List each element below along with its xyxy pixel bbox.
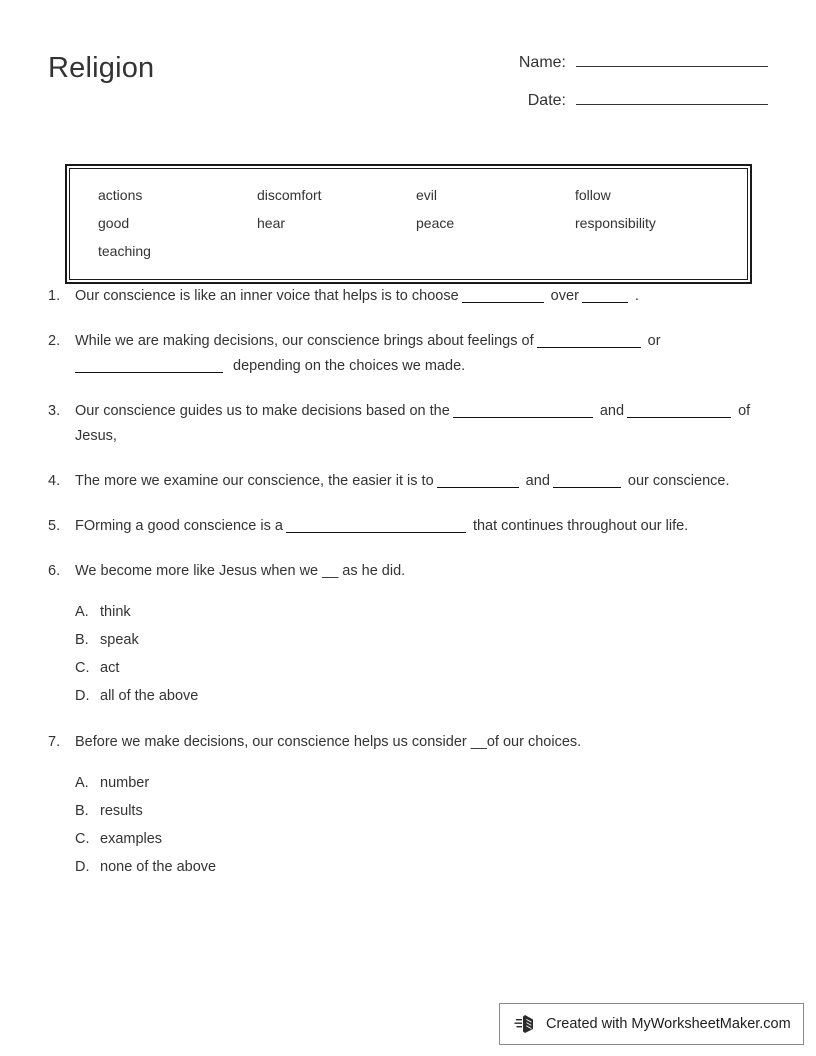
question-text-segment: Our conscience guides us to make decisions based on the bbox=[75, 403, 450, 419]
date-label: Date: bbox=[527, 92, 566, 109]
answer-blank[interactable] bbox=[437, 473, 519, 488]
student-fields bbox=[468, 50, 768, 126]
question-text bbox=[75, 329, 776, 354]
question-text bbox=[75, 399, 776, 449]
option-item[interactable] bbox=[75, 769, 776, 797]
question-text bbox=[75, 514, 776, 539]
name-label: Name: bbox=[518, 54, 566, 71]
question-item bbox=[0, 514, 816, 539]
option-label: examples bbox=[100, 831, 163, 847]
question-number: 3. bbox=[48, 403, 61, 419]
option-label: speak bbox=[100, 632, 139, 648]
option-item[interactable] bbox=[75, 682, 776, 710]
word-bank-word: follow bbox=[575, 187, 611, 203]
question-list bbox=[0, 284, 816, 901]
answer-blank[interactable] bbox=[553, 473, 621, 488]
question-item bbox=[0, 284, 816, 309]
option-letter: B. bbox=[75, 803, 89, 819]
word-bank-row bbox=[70, 209, 747, 237]
question-number: 5. bbox=[48, 518, 61, 534]
question-text bbox=[75, 284, 776, 309]
option-item[interactable] bbox=[75, 598, 776, 626]
option-letter: D. bbox=[75, 859, 90, 875]
option-list bbox=[75, 769, 776, 881]
option-letter: A. bbox=[75, 604, 89, 620]
option-item[interactable] bbox=[75, 626, 776, 654]
answer-blank[interactable] bbox=[453, 403, 593, 418]
question-item bbox=[0, 469, 816, 494]
question-number: 7. bbox=[48, 734, 61, 750]
created-with-badge[interactable] bbox=[499, 1003, 804, 1045]
question-number: 1. bbox=[48, 288, 61, 304]
question-item bbox=[0, 559, 816, 710]
worksheet-header bbox=[0, 0, 816, 150]
answer-blank[interactable] bbox=[286, 518, 466, 533]
option-label: all of the above bbox=[100, 688, 199, 704]
option-letter: B. bbox=[75, 632, 89, 648]
question-number: 6. bbox=[48, 563, 61, 579]
word-bank-word: discomfort bbox=[257, 187, 322, 203]
question-text-segment: While we are making decisions, our conscience brings about feelings of bbox=[75, 333, 534, 349]
word-bank-row bbox=[70, 237, 747, 265]
word-bank-word: evil bbox=[416, 187, 438, 203]
date-input-line[interactable] bbox=[576, 88, 768, 105]
question-text-segment: We become more like Jesus when we __ as he did. bbox=[75, 563, 406, 579]
answer-blank[interactable] bbox=[537, 333, 641, 348]
question-number: 2. bbox=[48, 333, 61, 349]
question-text bbox=[75, 730, 776, 755]
option-letter: C. bbox=[75, 831, 90, 847]
option-item[interactable] bbox=[75, 853, 776, 881]
word-bank bbox=[65, 164, 752, 284]
word-bank-word: good bbox=[98, 215, 130, 231]
word-bank-row bbox=[70, 181, 747, 209]
word-bank-word: actions bbox=[98, 187, 143, 203]
option-label: number bbox=[100, 775, 150, 791]
badge-label: Created with MyWorksheetMaker.com bbox=[546, 1016, 791, 1032]
word-bank-inner bbox=[69, 168, 748, 280]
question-text-segment: The more we examine our conscience, the easier it is to bbox=[75, 473, 434, 489]
question-text-segment: over bbox=[546, 288, 579, 304]
question-text bbox=[75, 559, 776, 584]
option-letter: A. bbox=[75, 775, 89, 791]
question-text-segment: our conscience. bbox=[623, 473, 730, 489]
word-bank-word: hear bbox=[257, 215, 286, 231]
question-text-segment: Before we make decisions, our conscience helps us consider __of our choices. bbox=[75, 734, 582, 750]
option-item[interactable] bbox=[75, 797, 776, 825]
answer-blank[interactable] bbox=[462, 288, 544, 303]
word-bank-word: responsibility bbox=[575, 215, 656, 231]
option-letter: D. bbox=[75, 688, 90, 704]
question-text-segment: of Jesus, bbox=[75, 403, 751, 444]
worksheet-maker-logo-icon bbox=[514, 1012, 538, 1036]
answer-blank[interactable] bbox=[627, 403, 731, 418]
option-label: act bbox=[100, 660, 120, 676]
option-item[interactable] bbox=[75, 825, 776, 853]
question-text-segment: depending on the choices we made. bbox=[233, 358, 466, 374]
option-item[interactable] bbox=[75, 654, 776, 682]
question-text bbox=[75, 469, 776, 494]
question-text-segment: that continues throughout our life. bbox=[468, 518, 689, 534]
question-item bbox=[0, 329, 816, 379]
question-text-segment: Our conscience is like an inner voice that helps is to choose bbox=[75, 288, 459, 304]
question-item bbox=[0, 730, 816, 881]
word-bank-word: peace bbox=[416, 215, 455, 231]
question-text-segment: . bbox=[630, 288, 639, 304]
word-bank-word: teaching bbox=[98, 243, 151, 259]
option-list bbox=[75, 598, 776, 710]
page-title: Religion bbox=[48, 52, 155, 84]
question-number: 4. bbox=[48, 473, 61, 489]
option-label: think bbox=[100, 604, 131, 620]
question-text-segment: or bbox=[643, 333, 661, 349]
answer-blank[interactable] bbox=[582, 288, 628, 303]
question-text-segment: and bbox=[595, 403, 625, 419]
question-text-segment: and bbox=[521, 473, 550, 489]
question-text-segment: FOrming a good conscience is a bbox=[75, 518, 283, 534]
name-field-row bbox=[468, 50, 768, 88]
option-letter: C. bbox=[75, 660, 90, 676]
question-continuation-line bbox=[75, 354, 776, 379]
option-label: none of the above bbox=[100, 859, 217, 875]
name-input-line[interactable] bbox=[576, 50, 768, 67]
option-label: results bbox=[100, 803, 143, 819]
answer-blank[interactable] bbox=[75, 358, 223, 373]
date-field-row bbox=[468, 88, 768, 126]
question-item bbox=[0, 399, 816, 449]
